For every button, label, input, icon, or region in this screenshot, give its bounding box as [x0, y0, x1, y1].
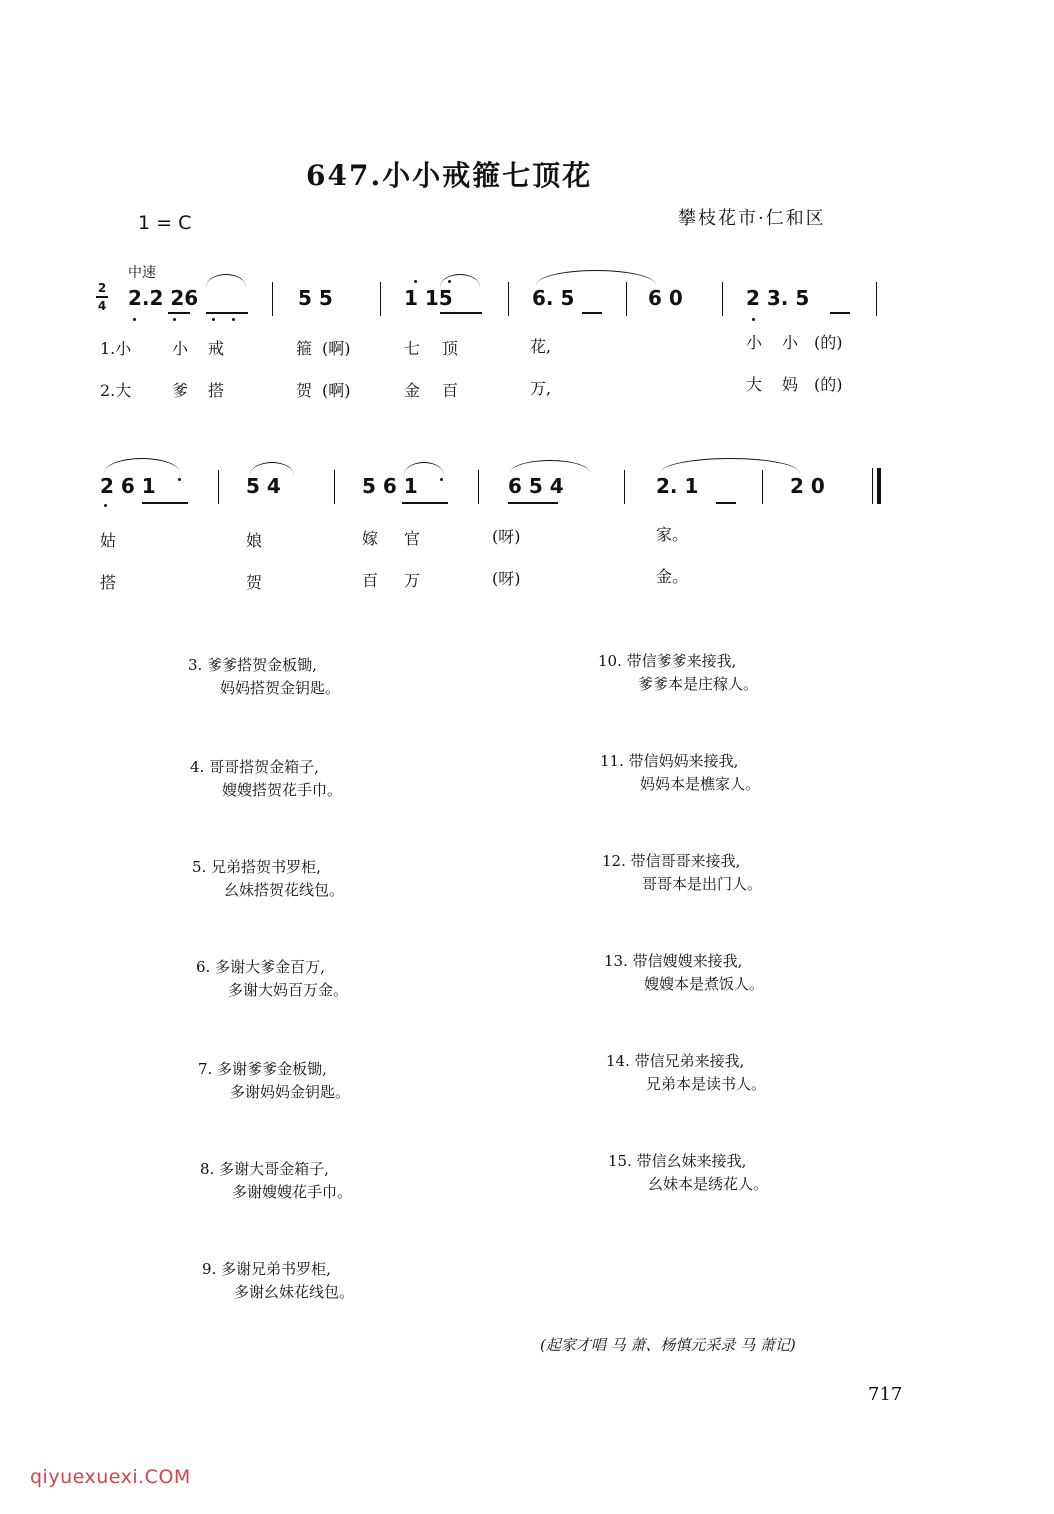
- measure-9: 5 6 1: [362, 474, 418, 498]
- verse-line: 爹爹搭贺金板锄,: [207, 656, 317, 674]
- verse-7: [198, 1058, 350, 1103]
- verse-line: 妈妈搭贺金钥匙。: [220, 678, 341, 697]
- verse-number: 9.: [202, 1260, 217, 1278]
- lyric: 1.小: [100, 339, 132, 358]
- lyric: 大: [746, 375, 763, 394]
- lyric: 娘: [246, 531, 263, 550]
- verse-number: 12.: [602, 852, 626, 870]
- verse-13: [604, 950, 764, 995]
- lyric: 搭: [208, 381, 225, 400]
- measure-10: 6 5 4: [508, 474, 564, 498]
- verse-5: [192, 856, 344, 901]
- region-label: 攀枝花市·仁和区: [678, 208, 826, 229]
- verse-line: 哥哥本是出门人。: [642, 874, 763, 893]
- lyric: 搭: [100, 573, 117, 592]
- verse-line: 多谢大妈百万金。: [228, 980, 349, 999]
- verse-number: 8.: [200, 1160, 215, 1178]
- verse-number: 3.: [188, 656, 203, 674]
- lyric: 百: [442, 381, 459, 400]
- lyric: (啊): [322, 381, 351, 400]
- verse-line: 多谢大哥金箱子,: [219, 1160, 329, 1178]
- lyric: (呀): [492, 569, 521, 588]
- time-signature: [96, 281, 108, 313]
- verse-line: 幺妹本是绣花人。: [648, 1174, 769, 1193]
- verse-number: 14.: [606, 1052, 630, 1070]
- tempo-marking: 中速: [128, 265, 156, 281]
- verse-line: 多谢爹爹金板锄,: [217, 1060, 327, 1078]
- verse-line: 嫂嫂搭贺花手巾。: [222, 780, 343, 799]
- verse-line: 带信妈妈来接我,: [628, 752, 739, 770]
- verse-10: [598, 650, 758, 695]
- lyric: 箍: [296, 339, 313, 358]
- lyric: (的): [814, 375, 843, 394]
- song-title: 647.小小戒箍七顶花: [306, 159, 593, 192]
- key-signature: 1 = C: [138, 212, 192, 234]
- verse-line: 兄弟搭贺书罗柜,: [211, 858, 321, 876]
- lyric: 金: [404, 381, 421, 400]
- page-number: 717: [868, 1384, 903, 1405]
- measure-1: 2.2 26: [128, 286, 199, 310]
- verse-6: [196, 956, 348, 1001]
- verse-12: [602, 850, 762, 895]
- measure-12: 2 0: [790, 474, 825, 498]
- lyric: 姑: [100, 531, 117, 550]
- verse-line: 带信兄弟来接我,: [634, 1052, 745, 1070]
- measure-5: 6 0: [648, 286, 683, 310]
- lyric: 戒: [208, 339, 225, 358]
- time-signature-top: 2: [97, 281, 107, 295]
- measure-6: 2 3. 5: [746, 286, 810, 310]
- lyric: 嫁: [362, 529, 379, 548]
- verse-line: 幺妹搭贺花线包。: [224, 880, 345, 899]
- lyric: 贺: [296, 381, 313, 400]
- verse-4: [190, 756, 342, 801]
- lyric: 小: [172, 339, 189, 358]
- verse-line: 带信嫂嫂来接我,: [632, 952, 743, 970]
- verse-line: 多谢兄弟书罗柜,: [221, 1260, 331, 1278]
- verse-line: 哥哥搭贺金箱子,: [209, 758, 319, 776]
- lyric: 家。: [656, 525, 689, 544]
- credit-line: (起家才唱 马 萧、杨慎元采录 马 萧记): [540, 1336, 796, 1354]
- verse-line: 带信爹爹来接我,: [626, 652, 737, 670]
- site-watermark: qiyuexuexi.COM: [30, 1466, 191, 1488]
- verse-number: 5.: [192, 858, 207, 876]
- verse-line: 带信哥哥来接我,: [630, 852, 741, 870]
- verse-line: 多谢大爹金百万,: [215, 958, 325, 976]
- verse-number: 7.: [198, 1060, 213, 1078]
- lyric: 小: [746, 333, 763, 352]
- verse-line: 多谢妈妈金钥匙。: [230, 1082, 351, 1101]
- verse-line: 兄弟本是读书人。: [646, 1074, 767, 1093]
- verse-line: 爹爹本是庄稼人。: [638, 674, 759, 693]
- verse-line: 嫂嫂本是煮饭人。: [644, 974, 765, 993]
- verse-line: 带信幺妹来接我,: [636, 1152, 747, 1170]
- lyric: 金。: [656, 567, 689, 586]
- lyric: 官: [404, 529, 421, 548]
- lyric: 万,: [530, 379, 552, 398]
- lyric: (啊): [322, 339, 351, 358]
- verse-15: [608, 1150, 768, 1195]
- verse-14: [606, 1050, 766, 1095]
- lyric: 百: [362, 571, 379, 590]
- lyric: 贺: [246, 573, 263, 592]
- verse-number: 6.: [196, 958, 211, 976]
- verse-number: 15.: [608, 1152, 632, 1170]
- lyric: 2.大: [100, 381, 132, 400]
- verse-8: [200, 1158, 352, 1203]
- verse-number: 4.: [190, 758, 205, 776]
- verse-line: 多谢幺妹花线包。: [234, 1282, 355, 1301]
- measure-8: 5 4: [246, 474, 281, 498]
- verse-number: 13.: [604, 952, 628, 970]
- lyric: (的): [814, 333, 843, 352]
- lyric: 花,: [530, 337, 552, 356]
- verse-11: [600, 750, 760, 795]
- lyric: 小: [782, 333, 799, 352]
- measure-2: 5 5: [298, 286, 333, 310]
- verse-3: [188, 654, 340, 699]
- lyric: 妈: [782, 375, 799, 394]
- verse-9: [202, 1258, 354, 1303]
- lyric: 万: [404, 571, 421, 590]
- verse-line: 多谢嫂嫂花手巾。: [232, 1182, 353, 1201]
- verse-number: 10.: [598, 652, 622, 670]
- measure-11: 2. 1: [656, 474, 699, 498]
- lyric: 顶: [442, 339, 459, 358]
- measure-7: 2 6 1: [100, 474, 156, 498]
- verse-number: 11.: [600, 752, 624, 770]
- measure-4: 6. 5: [532, 286, 575, 310]
- verse-line: 妈妈本是樵家人。: [640, 774, 761, 793]
- lyric: 爹: [172, 381, 189, 400]
- lyric: (呀): [492, 527, 521, 546]
- measure-3: 1 15: [404, 286, 453, 310]
- time-signature-bottom: 4: [97, 298, 107, 313]
- lyric: 七: [404, 339, 421, 358]
